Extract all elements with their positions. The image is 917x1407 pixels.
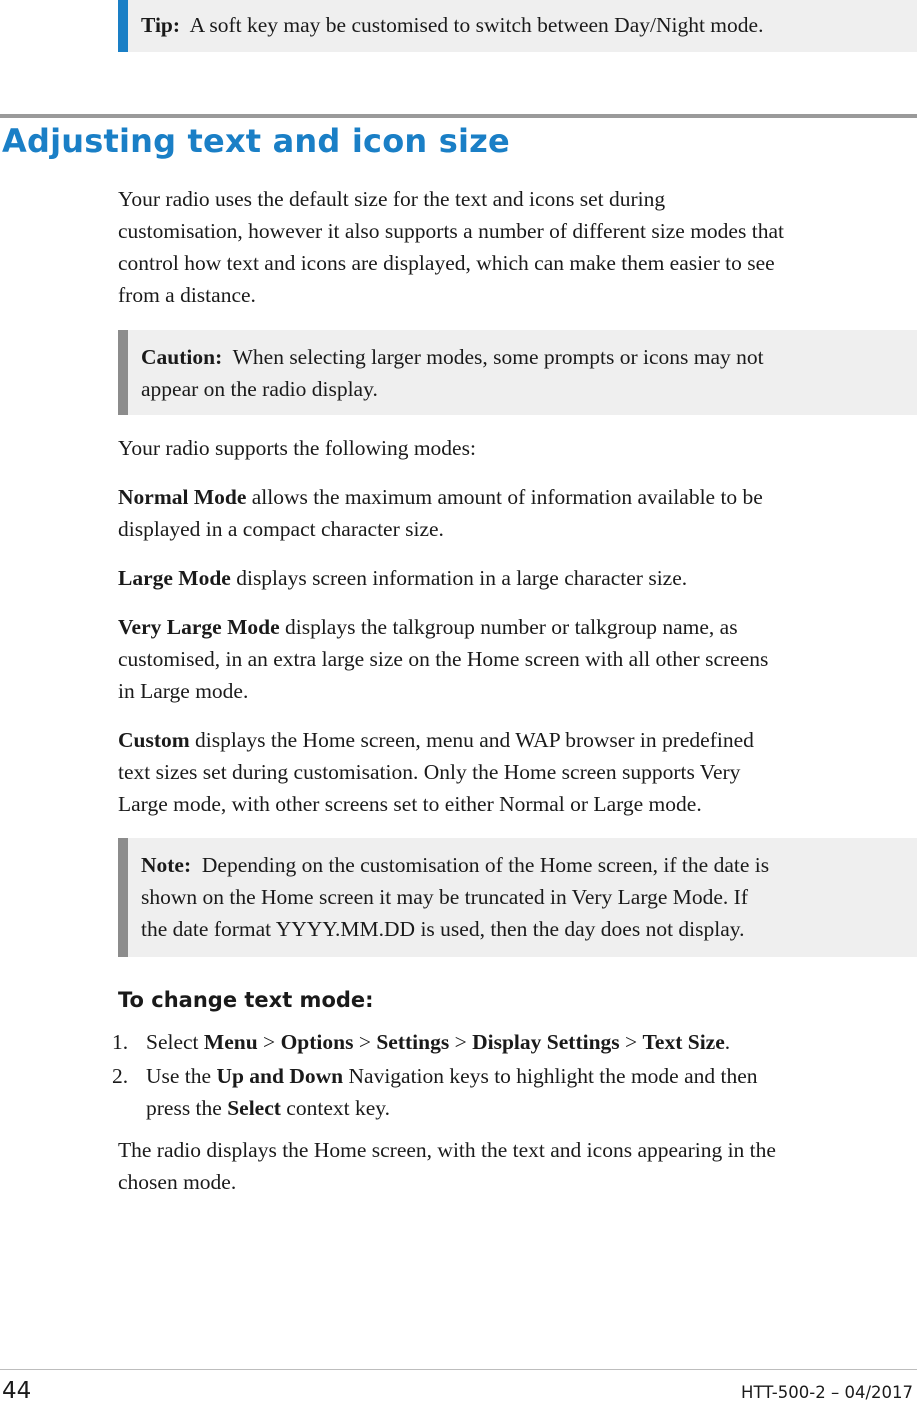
procedure-title: To change text mode:	[118, 988, 374, 1012]
mode-line: displays screen information in a large character size.	[236, 566, 688, 590]
step-number: 2.	[112, 1064, 129, 1088]
caution-line: appear on the radio display.	[141, 377, 378, 401]
intro-line: from a distance.	[118, 283, 256, 307]
note-line: Depending on the customisation of the Home screen, if the date is	[201, 853, 770, 877]
caution-callout	[118, 330, 917, 415]
menu-separator: >	[263, 1030, 276, 1054]
key-name: Select	[227, 1096, 281, 1120]
intro-line: customisation, however it also supports a number of different size modes that	[118, 219, 784, 243]
result-paragraph	[118, 1134, 917, 1198]
note-label: Note:	[141, 853, 192, 877]
menu-path-item: Menu	[203, 1030, 258, 1054]
note-line: shown on the Home screen it may be truncated in Very Large Mode. If	[141, 885, 748, 909]
step-text: context key.	[286, 1096, 390, 1120]
step-text: Use the	[146, 1064, 212, 1088]
step-number: 1.	[112, 1030, 129, 1054]
step-1	[112, 1026, 912, 1058]
step-text: press the	[146, 1096, 222, 1120]
menu-path-item: Text Size	[642, 1030, 725, 1054]
intro-line: Your radio uses the default size for the text and icons set during	[118, 187, 666, 211]
result-line: The radio displays the Home screen, with the text and icons appearing in the	[118, 1138, 776, 1162]
mode-line: displays the Home screen, menu and WAP browser in predefined	[195, 728, 754, 752]
intro-line: control how text and icons are displayed, which can make them easier to see	[118, 251, 775, 275]
intro-paragraph	[118, 183, 917, 311]
tip-callout	[118, 0, 917, 52]
note-callout	[118, 838, 917, 957]
tip-text: A soft key may be customised to switch between Day/Night mode.	[189, 13, 764, 37]
mode-name: Large Mode	[118, 566, 231, 590]
mode-line: customised, in an extra large size on the Home screen with all other screens	[118, 647, 769, 671]
mode-very-large	[118, 611, 917, 707]
document-code: HTT-500-2 – 04/2017	[741, 1383, 913, 1402]
menu-separator: >	[454, 1030, 467, 1054]
mode-line: Large mode, with other screens set to either Normal or Large mode.	[118, 792, 702, 816]
caution-line: When selecting larger modes, some prompts or icons may not	[232, 345, 764, 369]
step-text: Navigation keys to highlight the mode and then	[348, 1064, 758, 1088]
page-number: 44	[2, 1378, 32, 1404]
mode-line: in Large mode.	[118, 679, 249, 703]
mode-name: Very Large Mode	[118, 615, 280, 639]
key-name: Up and Down	[216, 1064, 344, 1088]
tip-label: Tip:	[141, 13, 181, 37]
menu-separator: >	[358, 1030, 371, 1054]
mode-line: text sizes set during customisation. Only the Home screen supports Very	[118, 760, 741, 784]
caution-label: Caution:	[141, 345, 223, 369]
result-line: chosen mode.	[118, 1170, 237, 1194]
note-line: the date format YYYY.MM.DD is used, then the day does not display.	[141, 917, 745, 941]
mode-line: allows the maximum amount of information available to be	[251, 485, 763, 509]
mode-large	[118, 562, 917, 594]
menu-path-item: Display Settings	[472, 1030, 620, 1054]
modes-intro: Your radio supports the following modes:	[118, 436, 476, 460]
mode-normal	[118, 481, 917, 545]
mode-name: Custom	[118, 728, 190, 752]
mode-name: Normal Mode	[118, 485, 247, 509]
menu-path-item: Settings	[376, 1030, 450, 1054]
procedure-steps	[112, 1026, 912, 1126]
menu-separator: >	[625, 1030, 638, 1054]
footer-divider	[0, 1369, 917, 1370]
step-text: .	[724, 1030, 731, 1054]
mode-line: displays the talkgroup number or talkgroup name, as	[284, 615, 738, 639]
section-divider	[0, 114, 917, 118]
step-text: Select	[146, 1030, 199, 1054]
menu-path-item: Options	[280, 1030, 354, 1054]
mode-line: displayed in a compact character size.	[118, 517, 444, 541]
section-title: Adjusting text and icon size	[2, 122, 510, 160]
mode-custom	[118, 724, 917, 820]
step-2	[112, 1060, 912, 1124]
